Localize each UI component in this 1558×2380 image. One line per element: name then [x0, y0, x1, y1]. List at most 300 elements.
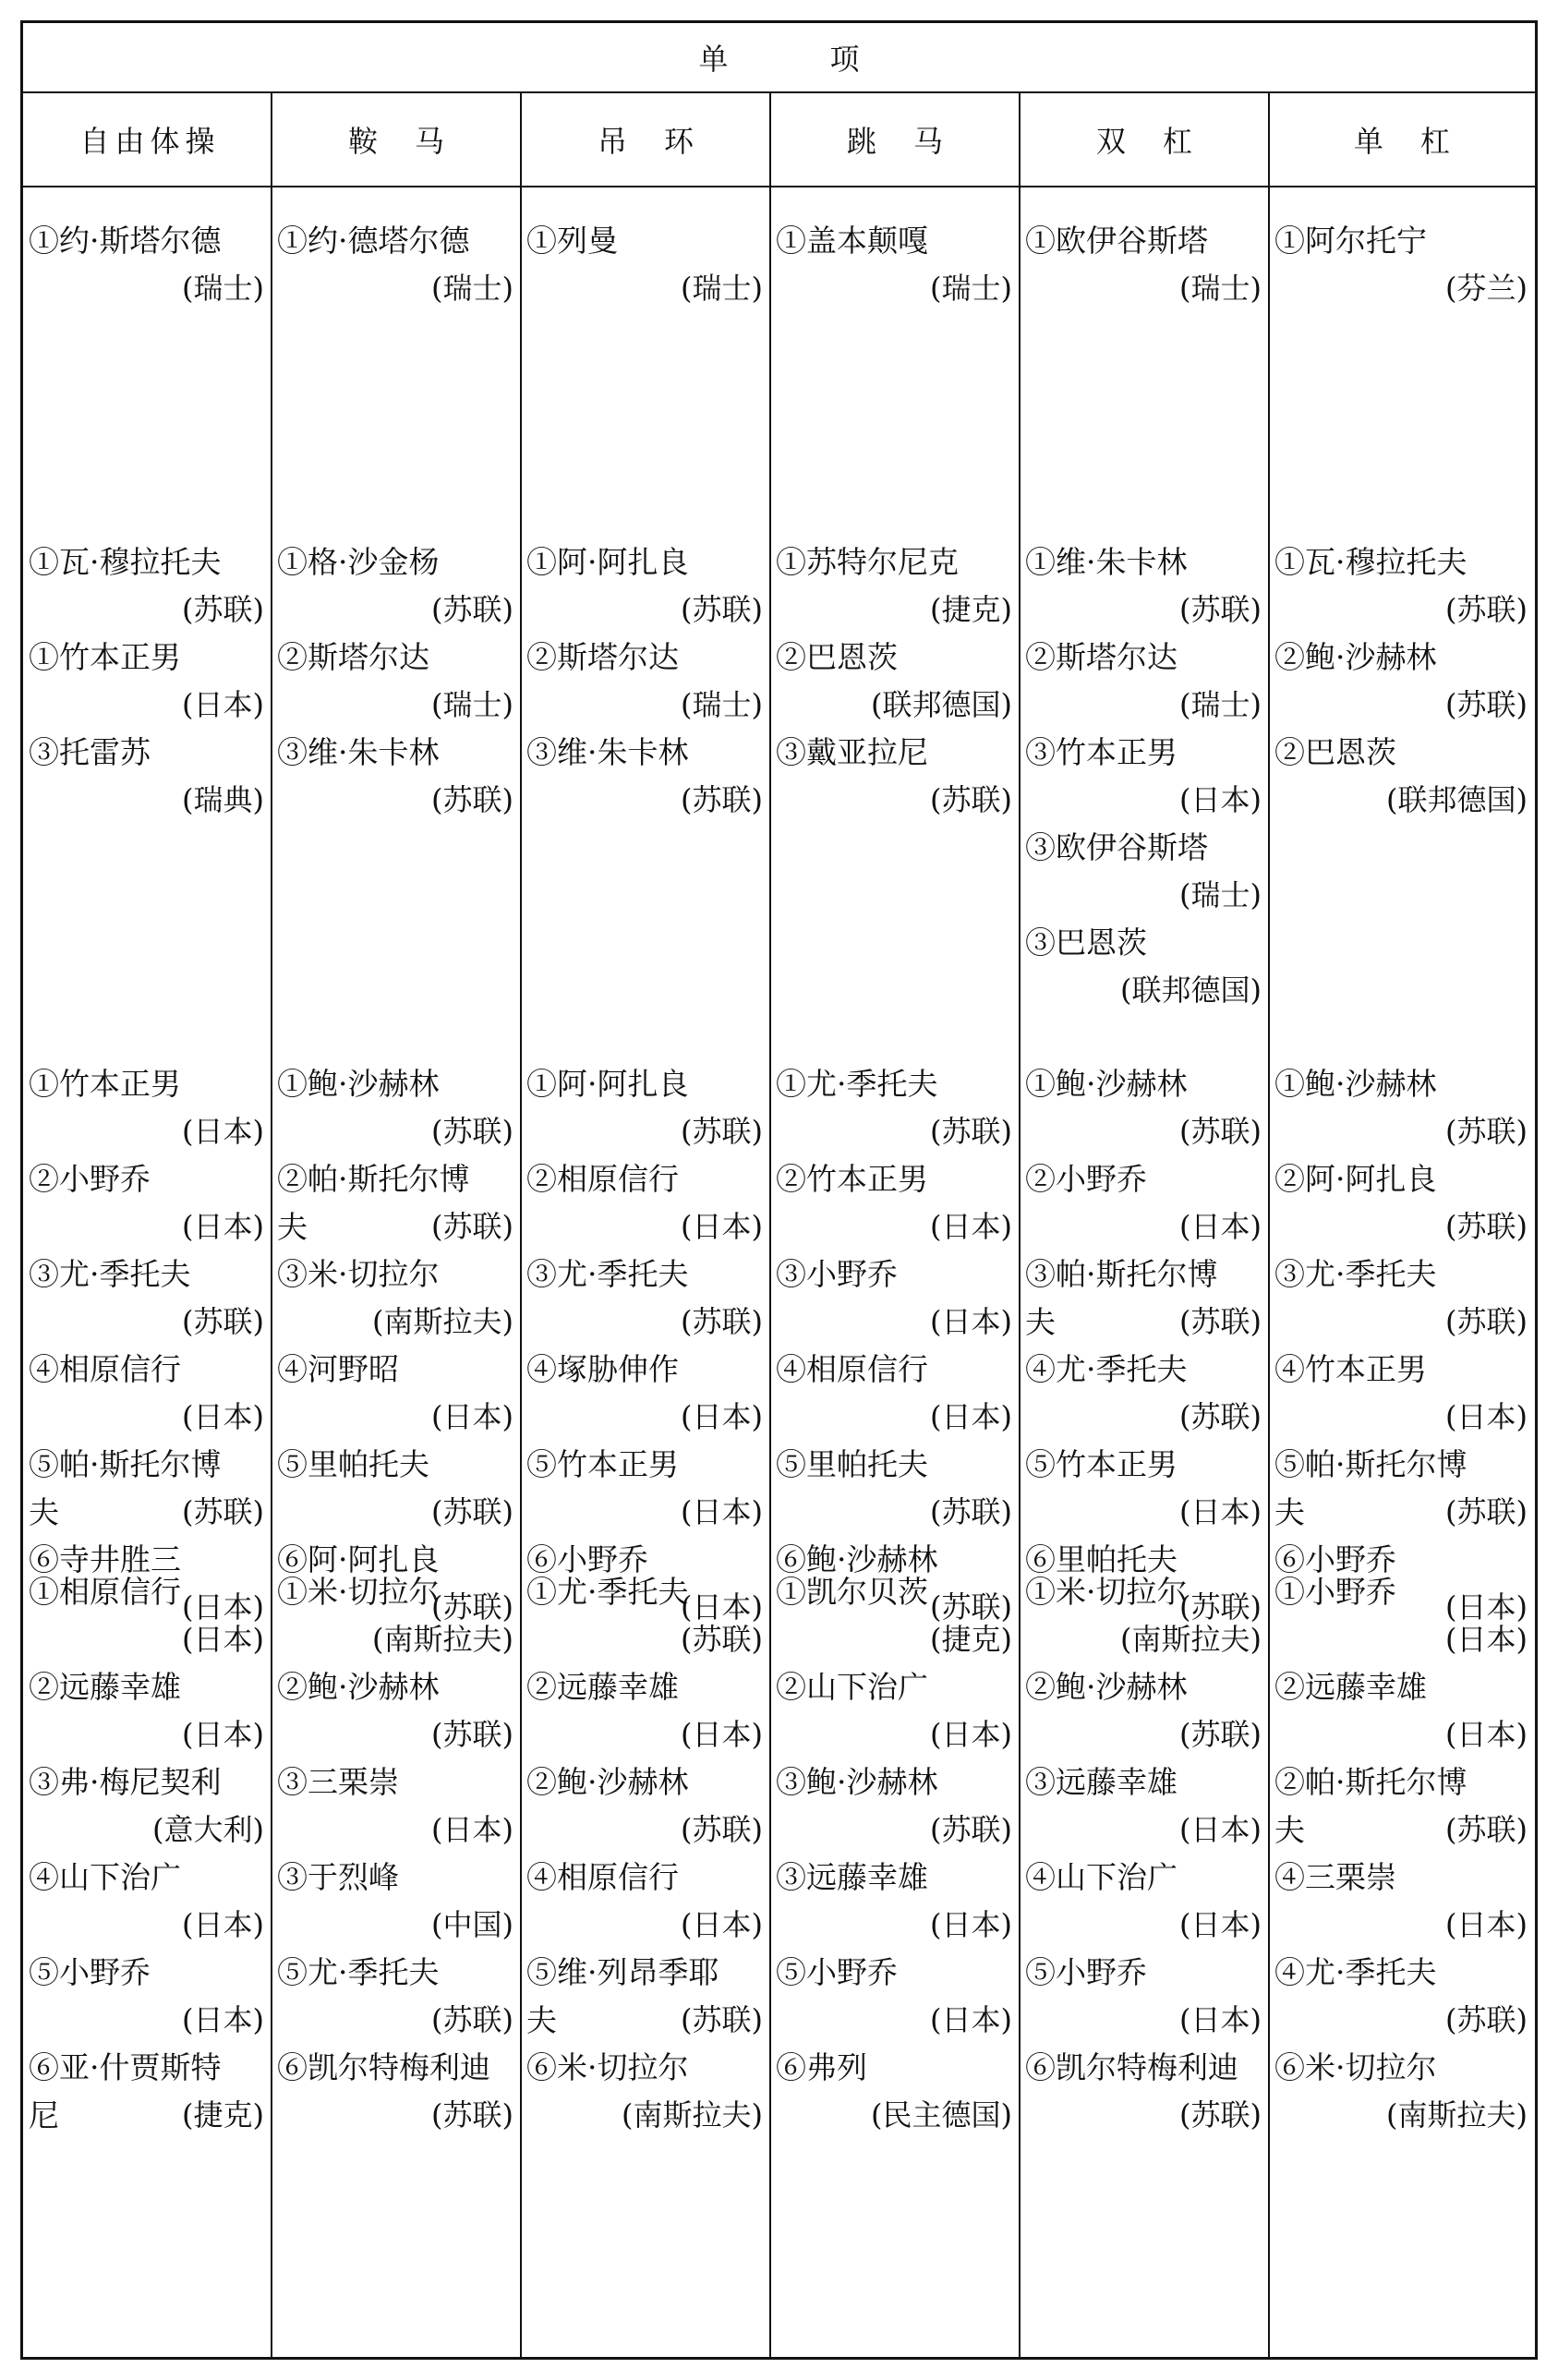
athlete-country: (瑞士) [431, 271, 513, 306]
athlete-name: ⑥寺井胜三 [29, 1541, 181, 1577]
athlete-country: (苏联) [431, 1589, 513, 1625]
athlete-country: (日本) [182, 1589, 264, 1625]
athlete-name: ④相原信行 [526, 1859, 679, 1895]
result-entry [521, 729, 770, 821]
athlete-name: ⑥亚·什贾斯特 [29, 2049, 222, 2085]
result-entry [272, 538, 521, 631]
athlete-name: ⑥小野乔 [526, 1541, 648, 1577]
athlete-country: (芬兰) [1445, 271, 1528, 306]
athlete-name: ⑤小野乔 [1025, 1954, 1147, 1990]
athlete-country: (苏联) [1445, 2002, 1528, 2037]
athlete-name: ④塚胁伸作 [526, 1351, 679, 1387]
athlete-name: ①阿·阿扎良 [526, 544, 689, 580]
athlete-name: ③尤·季托夫 [1274, 1256, 1437, 1292]
athlete-name: ①约·德塔尔德 [277, 223, 470, 259]
result-entry [521, 1060, 770, 1153]
result-entry [1020, 2044, 1269, 2136]
column-horizontal-bar [1269, 187, 1535, 2357]
athlete-country: (苏联) [930, 1114, 1012, 1149]
column-floor [23, 187, 272, 2357]
athlete-country: (日本) [182, 1622, 264, 1657]
athlete-country: (苏联) [1445, 687, 1528, 722]
result-entry [521, 217, 770, 309]
athlete-name: ①小野乔 [1274, 1574, 1396, 1610]
result-entry [770, 1441, 1020, 1533]
result-entry [23, 1346, 272, 1438]
result-entry [770, 1949, 1020, 2041]
athlete-country: (日本) [431, 1399, 513, 1434]
column-divider [1019, 93, 1021, 2357]
result-entry [272, 1060, 521, 1153]
athlete-country: (苏联) [431, 782, 513, 817]
athlete-country: (苏联) [431, 2097, 513, 2132]
athlete-country: (日本) [681, 1399, 763, 1434]
athlete-country: (日本) [681, 1907, 763, 1942]
athlete-country: (联邦德国) [1120, 973, 1262, 1008]
athlete-country: (苏联) [681, 1622, 763, 1657]
result-entry [521, 2044, 770, 2136]
result-entry [1269, 1854, 1535, 1946]
athlete-name: ⑤竹本正男 [1025, 1446, 1178, 1482]
athlete-name: ③尤·季托夫 [29, 1256, 191, 1292]
athlete-country: (日本) [1179, 2002, 1262, 2037]
athlete-name: ⑤尤·季托夫 [277, 1954, 440, 1990]
result-entry [1020, 1854, 1269, 1946]
athlete-name: ④尤·季托夫 [1274, 1954, 1437, 1990]
athlete-country: (苏联) [1179, 1114, 1262, 1149]
athlete-country: (苏联) [1179, 1399, 1262, 1434]
athlete-country: (日本) [681, 1717, 763, 1752]
athlete-name: ④竹本正男 [1274, 1351, 1427, 1387]
result-entry [1269, 1155, 1535, 1248]
athlete-name: ②远藤幸雄 [1274, 1669, 1427, 1705]
athlete-name: ⑥小野乔 [1274, 1541, 1396, 1577]
result-entry [272, 634, 521, 726]
athlete-country: (日本) [182, 1114, 264, 1149]
athlete-country: (苏联) [930, 782, 1012, 817]
athlete-country: (日本) [182, 1399, 264, 1434]
result-entry [1020, 919, 1269, 1011]
athlete-country: (瑞士) [1179, 877, 1262, 912]
result-entry [770, 1250, 1020, 1343]
athlete-name: ⑥弗列 [776, 2049, 867, 2085]
result-entry [1269, 1250, 1535, 1343]
athlete-name: ⑤小野乔 [29, 1954, 151, 1990]
athlete-country: (中国) [431, 1907, 513, 1942]
result-entry [521, 1663, 770, 1756]
athlete-country: (苏联) [681, 592, 763, 627]
result-entry [272, 217, 521, 309]
athlete-country: (日本) [182, 1209, 264, 1244]
result-entry [770, 217, 1020, 309]
athlete-country: (日本) [681, 1494, 763, 1529]
athlete-country: (苏联) [681, 1812, 763, 1847]
result-entry [521, 538, 770, 631]
column-pommel-horse [272, 187, 521, 2357]
athlete-name: ③戴亚拉尼 [776, 734, 928, 770]
result-entry [1020, 1568, 1269, 1661]
athlete-country: (捷克) [930, 1622, 1012, 1657]
athlete-name: ①鲍·沙赫林 [277, 1066, 440, 1102]
athlete-country: (苏联) [681, 1114, 763, 1149]
athlete-country: (日本) [930, 1717, 1012, 1752]
span-header-single-events: 单项 [23, 23, 1535, 93]
athlete-country: (苏联) [930, 1589, 1012, 1625]
athlete-country: (日本) [182, 2002, 264, 2037]
athlete-country: (苏联) [681, 782, 763, 817]
result-entry [770, 1060, 1020, 1153]
athlete-name: ①米·切拉尔 [277, 1574, 440, 1610]
athlete-name: ⑥里帕托夫 [1025, 1541, 1178, 1577]
athlete-name: ②小野乔 [1025, 1161, 1147, 1197]
athlete-name: ③弗·梅尼契利 [29, 1764, 222, 1800]
athlete-country: (日本) [1179, 1907, 1262, 1942]
result-entry [1020, 217, 1269, 309]
athlete-country: (苏联) [1445, 1114, 1528, 1149]
athlete-name: ②鲍·沙赫林 [526, 1764, 689, 1800]
athlete-name: ①鲍·沙赫林 [1025, 1066, 1188, 1102]
athlete-name: ③小野乔 [776, 1256, 898, 1292]
athlete-name: ②相原信行 [526, 1161, 679, 1197]
result-entry [770, 1758, 1020, 1851]
athlete-name: ①欧伊谷斯塔 [1025, 223, 1208, 259]
result-entry [1269, 1441, 1535, 1533]
athlete-name: ⑤里帕托夫 [277, 1446, 429, 1482]
athlete-country: (南斯拉夫) [372, 1622, 513, 1657]
athlete-name: ⑤帕·斯托尔博 [1274, 1446, 1467, 1482]
athlete-name: ③米·切拉尔 [277, 1256, 440, 1292]
athlete-name: ④山下治广 [1025, 1859, 1178, 1895]
result-entry [1269, 538, 1535, 631]
athlete-name: ②帕·斯托尔博 [277, 1161, 470, 1197]
athlete-name: ②帕·斯托尔博 [1274, 1764, 1467, 1800]
athlete-country: (联邦德国) [871, 687, 1012, 722]
athlete-name: ③托雷苏 [29, 734, 151, 770]
athlete-country: (日本) [1179, 1209, 1262, 1244]
column-divider [1268, 93, 1270, 2357]
athlete-country: (联邦德国) [1386, 782, 1528, 817]
result-entry [23, 1568, 272, 1661]
athlete-country: (瑞士) [681, 271, 763, 306]
athlete-name: ⑤竹本正男 [526, 1446, 679, 1482]
result-entry [1020, 538, 1269, 631]
result-entry [1269, 1060, 1535, 1153]
result-entry [272, 1663, 521, 1756]
athlete-name: ①瓦·穆拉托夫 [29, 544, 222, 580]
athlete-name: ④相原信行 [776, 1351, 928, 1387]
result-entry [272, 1854, 521, 1946]
result-entry [1020, 634, 1269, 726]
athlete-name: ③远藤幸雄 [776, 1859, 928, 1895]
athlete-country: (苏联) [182, 1494, 264, 1529]
athlete-country: (苏联) [681, 2002, 763, 2037]
athlete-name: ①尤·季托夫 [526, 1574, 689, 1610]
athlete-country: (苏联) [182, 592, 264, 627]
athlete-name: ⑤里帕托夫 [776, 1446, 928, 1482]
result-entry [272, 1758, 521, 1851]
athlete-country: (日本) [1445, 1399, 1528, 1434]
result-entry [1269, 1346, 1535, 1438]
athlete-name: ①竹本正男 [29, 1066, 181, 1102]
athlete-country: (日本) [930, 1907, 1012, 1942]
result-entry [1020, 1060, 1269, 1153]
athlete-country: (日本) [930, 1304, 1012, 1339]
athlete-country: (南斯拉夫) [1386, 2097, 1528, 2132]
athlete-name: ②山下治广 [776, 1669, 928, 1705]
athlete-country: (瑞士) [681, 687, 763, 722]
result-entry [1020, 1758, 1269, 1851]
athlete-country: (瑞士) [1179, 687, 1262, 722]
athlete-name: ⑥阿·阿扎良 [277, 1541, 440, 1577]
athlete-name: ③巴恩茨 [1025, 924, 1147, 960]
athlete-name: ⑥米·切拉尔 [1274, 2049, 1437, 2085]
athlete-name-continuation: 尼 [29, 2097, 59, 2133]
athlete-name: ①列曼 [526, 223, 618, 259]
column-vault [770, 187, 1020, 2357]
athlete-country: (苏联) [1445, 1304, 1528, 1339]
athlete-name: ①凯尔贝茨 [776, 1574, 928, 1610]
athlete-country: (苏联) [431, 1717, 513, 1752]
athlete-name: ②鲍·沙赫林 [1025, 1669, 1188, 1705]
athlete-name: ②鲍·沙赫林 [1274, 639, 1437, 675]
athlete-name: ②巴恩茨 [776, 639, 898, 675]
column-header-floor: 自由体操 [79, 124, 221, 159]
athlete-country: (苏联) [1445, 1209, 1528, 1244]
athlete-name: ①瓦·穆拉托夫 [1274, 544, 1467, 580]
result-entry [23, 1250, 272, 1343]
athlete-country: (南斯拉夫) [1120, 1622, 1262, 1657]
result-entry [1269, 1568, 1535, 1661]
athlete-name: ③欧伊谷斯塔 [1025, 829, 1208, 865]
athlete-country: (日本) [1179, 1494, 1262, 1529]
athlete-name: ③鲍·沙赫林 [776, 1764, 938, 1800]
athlete-name: ④相原信行 [29, 1351, 181, 1387]
athlete-name: ①阿尔托宁 [1274, 223, 1427, 259]
athlete-country: (苏联) [1179, 1589, 1262, 1625]
result-entry [521, 1155, 770, 1248]
athlete-name: ①尤·季托夫 [776, 1066, 938, 1102]
athlete-name: ③尤·季托夫 [526, 1256, 689, 1292]
athlete-name: ⑥米·切拉尔 [526, 2049, 689, 2085]
column-header-parallel-bars: 双杠 [1095, 124, 1229, 159]
athlete-country: (苏联) [1179, 592, 1262, 627]
athlete-name: ①盖本颠嘎 [776, 223, 928, 259]
column-header-row [23, 93, 1535, 187]
athlete-country: (日本) [431, 1812, 513, 1847]
athlete-country: (日本) [681, 1589, 763, 1625]
athlete-name: ②斯塔尔达 [277, 639, 429, 675]
result-entry [1020, 1155, 1269, 1248]
result-entry [23, 1758, 272, 1851]
result-entry [1020, 824, 1269, 916]
athlete-country: (苏联) [1445, 1494, 1528, 1529]
athlete-country: (南斯拉夫) [372, 1304, 513, 1339]
athlete-name: ①格·沙金杨 [277, 544, 440, 580]
column-header-rings: 吊环 [597, 124, 731, 159]
result-entry [770, 729, 1020, 821]
athlete-country: (苏联) [431, 592, 513, 627]
result-entry [1269, 1663, 1535, 1756]
athlete-name: ①相原信行 [29, 1574, 181, 1610]
athlete-country: (苏联) [1445, 1812, 1528, 1847]
result-entry [770, 2044, 1020, 2136]
athlete-country: (捷克) [182, 2097, 264, 2132]
result-entry [272, 1250, 521, 1343]
athlete-country: (苏联) [431, 2002, 513, 2037]
athlete-country: (日本) [1445, 1622, 1528, 1657]
athlete-name: ⑥鲍·沙赫林 [776, 1541, 938, 1577]
column-parallel-bars [1020, 187, 1269, 2357]
athlete-name: ④河野昭 [277, 1351, 399, 1387]
athlete-country: (南斯拉夫) [622, 2097, 763, 2132]
athlete-name: ②鲍·沙赫林 [277, 1669, 440, 1705]
result-entry [23, 1949, 272, 2041]
athlete-name: ③帕·斯托尔博 [1025, 1256, 1218, 1292]
athlete-country: (苏联) [431, 1209, 513, 1244]
athlete-name: ③于烈峰 [277, 1859, 399, 1895]
athlete-country: (瑞士) [182, 271, 264, 306]
athlete-name: ①米·切拉尔 [1025, 1574, 1188, 1610]
athlete-country: (苏联) [431, 1114, 513, 1149]
athlete-name: ①苏特尔尼克 [776, 544, 959, 580]
result-entry [521, 1250, 770, 1343]
athlete-country: (苏联) [1179, 1304, 1262, 1339]
result-entry [272, 2044, 521, 2136]
athlete-country: (日本) [930, 1209, 1012, 1244]
result-entry [23, 1441, 272, 1533]
athlete-name: ②竹本正男 [776, 1161, 928, 1197]
result-entry [23, 634, 272, 726]
column-divider [769, 93, 771, 2357]
result-entry [770, 538, 1020, 631]
athlete-country: (苏联) [1179, 1717, 1262, 1752]
result-entry [272, 1949, 521, 2041]
athlete-name: ⑥凯尔特梅利迪 [1025, 2049, 1238, 2085]
result-entry [1269, 634, 1535, 726]
results-grid [23, 187, 1535, 2357]
athlete-country: (日本) [182, 1717, 264, 1752]
athlete-name-continuation: 夫 [1274, 1494, 1305, 1530]
athlete-country: (日本) [1445, 1589, 1528, 1625]
result-entry [23, 217, 272, 309]
result-entry [1269, 1949, 1535, 2041]
athlete-name: ③远藤幸雄 [1025, 1764, 1178, 1800]
athlete-country: (苏联) [930, 1812, 1012, 1847]
result-entry [521, 1949, 770, 2041]
athlete-name: ①阿·阿扎良 [526, 1066, 689, 1102]
athlete-name: ⑥凯尔特梅利迪 [277, 2049, 490, 2085]
athlete-name: ③竹本正男 [1025, 734, 1178, 770]
athlete-country: (日本) [1445, 1717, 1528, 1752]
athlete-name: ⑤小野乔 [776, 1954, 898, 1990]
athlete-name: ③维·朱卡林 [526, 734, 689, 770]
result-entry [1269, 217, 1535, 309]
athlete-name: ①维·朱卡林 [1025, 544, 1188, 580]
athlete-country: (捷克) [930, 592, 1012, 627]
athlete-country: (日本) [930, 1399, 1012, 1434]
athlete-name: ①竹本正男 [29, 639, 181, 675]
result-entry [1020, 1250, 1269, 1343]
athlete-name-continuation: 夫 [277, 1209, 308, 1245]
athlete-country: (苏联) [1445, 592, 1528, 627]
athlete-country: (日本) [182, 687, 264, 722]
athlete-name: ②小野乔 [29, 1161, 151, 1197]
column-divider [271, 93, 272, 2357]
athlete-country: (苏联) [930, 1494, 1012, 1529]
result-entry [1020, 1949, 1269, 2041]
result-entry [1020, 1346, 1269, 1438]
result-entry [521, 1441, 770, 1533]
athlete-name: ②阿·阿扎良 [1274, 1161, 1437, 1197]
athlete-country: (日本) [182, 1907, 264, 1942]
result-entry [23, 1060, 272, 1153]
athlete-country: (日本) [681, 1209, 763, 1244]
athlete-name: ②斯塔尔达 [526, 639, 679, 675]
athlete-country: (日本) [1179, 1812, 1262, 1847]
column-rings [521, 187, 770, 2357]
result-entry [23, 1155, 272, 1248]
athlete-country: (瑞士) [431, 687, 513, 722]
athlete-name: ⑤帕·斯托尔博 [29, 1446, 222, 1482]
athlete-name: ①鲍·沙赫林 [1274, 1066, 1437, 1102]
column-header-vault: 跳马 [846, 124, 980, 159]
result-entry [521, 634, 770, 726]
result-entry [272, 1441, 521, 1533]
result-entry [770, 1663, 1020, 1756]
athlete-country: (苏联) [431, 1494, 513, 1529]
result-entry [521, 1758, 770, 1851]
result-entry [272, 1346, 521, 1438]
result-entry [1269, 1758, 1535, 1851]
column-header-horizontal-bar: 单杠 [1353, 124, 1487, 159]
athlete-name-continuation: 夫 [29, 1494, 59, 1530]
athlete-country: (瑞士) [930, 271, 1012, 306]
athlete-country: (日本) [1179, 782, 1262, 817]
athlete-name: ①约·斯塔尔德 [29, 223, 222, 259]
result-entry [1269, 2044, 1535, 2136]
result-entry [23, 1663, 272, 1756]
result-entry [1020, 729, 1269, 821]
athlete-name-continuation: 夫 [526, 2002, 557, 2038]
athlete-country: (苏联) [681, 1304, 763, 1339]
result-entry [23, 729, 272, 821]
result-entry [770, 1346, 1020, 1438]
result-entry [1020, 1441, 1269, 1533]
athlete-name-continuation: 夫 [1274, 1812, 1305, 1848]
result-entry [272, 729, 521, 821]
result-entry [770, 1854, 1020, 1946]
result-entry [770, 1568, 1020, 1661]
athlete-name: ③三栗崇 [277, 1764, 399, 1800]
result-entry [272, 1155, 521, 1248]
athlete-country: (日本) [1445, 1907, 1528, 1942]
athlete-country: (苏联) [182, 1304, 264, 1339]
athlete-country: (意大利) [152, 1812, 264, 1847]
athlete-name: ⑤维·列昂季耶 [526, 1954, 719, 1990]
athlete-country: (日本) [930, 2002, 1012, 2037]
result-entry [23, 2044, 272, 2136]
athlete-country: (瑞典) [182, 782, 264, 817]
result-entry [1020, 1663, 1269, 1756]
result-entry [521, 1346, 770, 1438]
athlete-name: ④三栗崇 [1274, 1859, 1396, 1895]
athlete-name: ③维·朱卡林 [277, 734, 440, 770]
athlete-country: (民主德国) [871, 2097, 1012, 2132]
athlete-country: (苏联) [1179, 2097, 1262, 2132]
athlete-name: ②远藤幸雄 [526, 1669, 679, 1705]
results-table [20, 20, 1538, 2360]
column-divider [520, 93, 522, 2357]
